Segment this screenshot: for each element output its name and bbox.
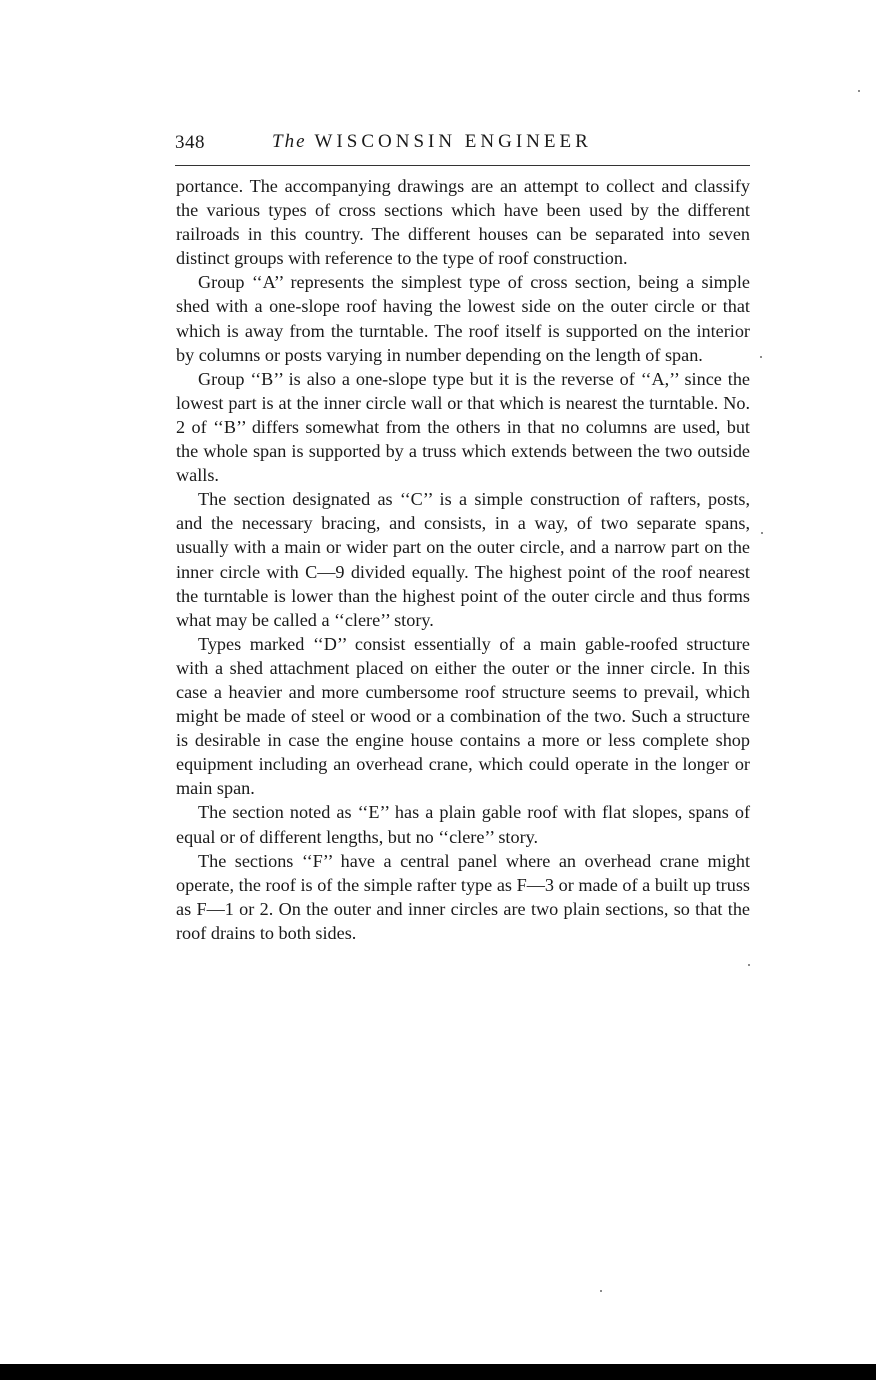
scan-bottom-edge [0,1364,876,1380]
article-body [176,174,750,945]
running-head [175,128,750,164]
paragraph-group-c: The section designated as ‘‘C’’ is a simple construction of rafters, posts, and the necessary bracing, and consists, in a way, of two separate spans, usually with a main or wider part on the outer circle, and a narrow part on the inner circle with C—9 divided equally. The highest point of the roof nearest the turntable is lower than the highest point of the outer circle and thus forms what may be called a ‘‘clere’’ story. [176,489,750,630]
scan-speck [600,1290,602,1292]
page-number: 348 [175,132,205,153]
paragraph-group-b: Group ‘‘B’’ is also a one-slope type but it is the reverse of ‘‘A,’’ since the lowest part is at the inner circle wall or that which is nearest the turntable. No. 2 of ‘‘B’’ differs somewhat from the others in that no columns are used, but the whole span is supported by a truss which extends between the two outside walls. [176,368,750,486]
paragraph-group-a: Group ‘‘A’’ represents the simplest type of cross section, being a simple shed with a one-slope roof having the lowest side on the outer circle or that which is away from the turntable. The roof itself is supported on the interior by columns or posts varying in number depending on the length of span. [176,272,750,365]
scan-speck [748,964,750,966]
scan-speck [760,356,762,358]
scan-speck [858,90,860,92]
paragraph-group-d: Types marked ‘‘D’’ consist essentially of a main gable-roofed structure with a shed attachment placed on either the outer or the inner circle. In this case a heavier and more cumbersome roof structure seems to prevail, which might be made of steel or wood or a combination of the two. Such a structure is desirable in case the engine house contains a more or less complete shop equipment including an overhead crane, which could operate in the longer or main span. [176,633,750,799]
paragraph-continuation: portance. The accompanying drawings are an attempt to collect and classify the various types of cross sections which have been used by the different railroads in this country. The different houses can be separated into seven distinct groups with reference to the type of roof construction. [176,176,750,269]
paragraph-group-f: The sections ‘‘F’’ have a central panel where an overhead crane might operate, the roof is of the simple rafter type as F—3 or made of a built up truss as F—1 or 2. On the outer and inner circles are two plain sections, so that the roof drains to both sides. [176,850,750,943]
scan-speck [761,532,763,534]
header-rule [175,165,750,166]
journal-title [272,131,592,153]
paragraph-group-e: The section noted as ‘‘E’’ has a plain gable roof with flat slopes, spans of equal or of different lengths, but no ‘‘clere’’ story. [176,802,750,847]
journal-title-the: The [272,131,307,152]
journal-title-main: WISCONSIN ENGINEER [314,131,592,152]
